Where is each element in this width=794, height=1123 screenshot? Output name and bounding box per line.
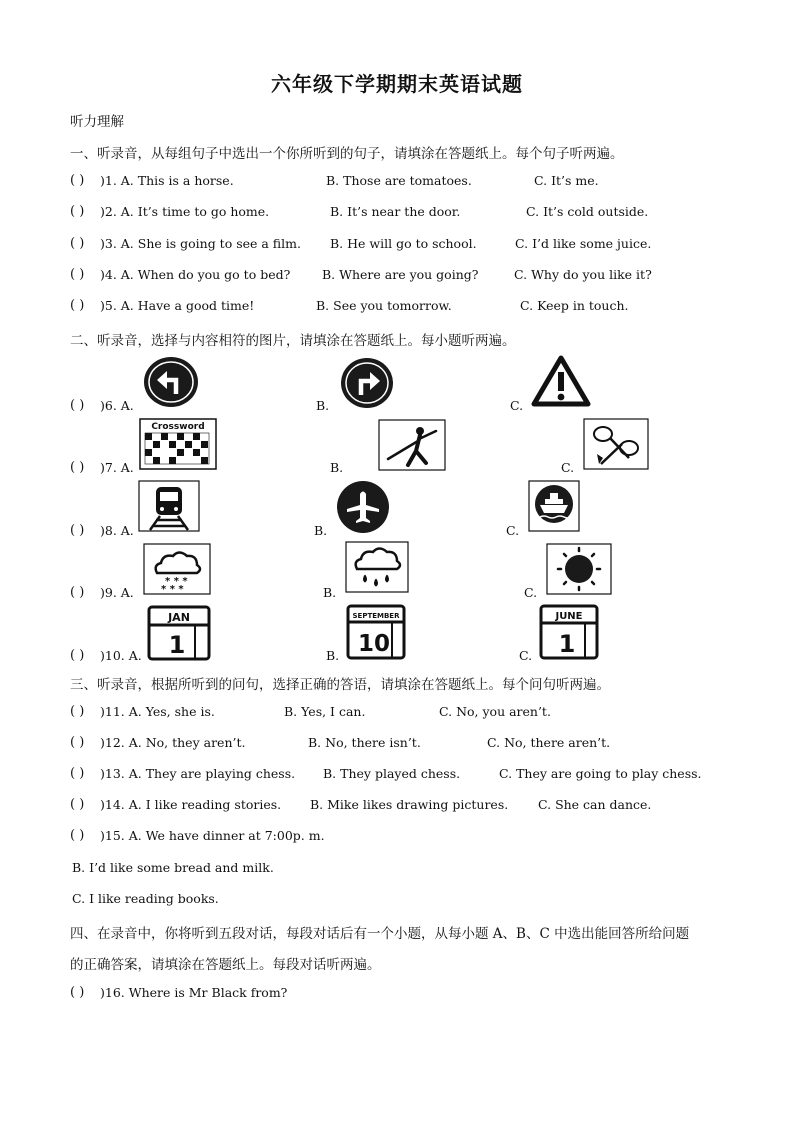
calendar-day: 1 — [168, 631, 186, 659]
answer-blank[interactable]: ( ) — [70, 797, 85, 812]
section-4-heading: 四、在录音中，你将听到五段对话，每段对话后有一个小题，从每小题 A、B、C 中选出能回答所给问题 — [70, 926, 690, 942]
answer-blank[interactable]: ( ) — [70, 460, 85, 475]
question-7: )7. A. — [100, 460, 134, 475]
option-c: C. They are going to play chess. — [499, 766, 702, 781]
answer-blank[interactable]: ( ) — [70, 766, 85, 781]
badminton-icon[interactable] — [583, 418, 649, 470]
option-c: C. It’s cold outside. — [526, 204, 649, 219]
page-title: 六年级下学期期末英语试题 — [271, 72, 523, 96]
question-10: )10. A. — [100, 648, 142, 663]
calendar-month: JUNE — [555, 611, 583, 622]
calendar-june-icon[interactable] — [539, 604, 599, 660]
svg-text:* * *: * * * — [161, 584, 184, 595]
question-12: )12. A. No, they aren’t. — [100, 735, 246, 750]
option-b: B. — [326, 648, 340, 663]
option-c: C. Keep in touch. — [520, 298, 629, 313]
answer-blank[interactable]: ( ) — [70, 398, 85, 413]
part-label: 听力理解 — [70, 114, 124, 130]
option-b: B. — [316, 398, 330, 413]
answer-blank[interactable]: ( ) — [70, 585, 85, 600]
question-13: )13. A. They are playing chess. — [100, 766, 296, 781]
turn-left-sign-icon[interactable] — [143, 356, 199, 408]
option-b: B. Mike likes drawing pictures. — [310, 797, 509, 812]
option-b: B. I’d like some bread and milk. — [72, 860, 274, 875]
ship-icon[interactable] — [528, 480, 580, 532]
option-c: C. She can dance. — [538, 797, 652, 812]
option-c: C. — [524, 585, 538, 600]
calendar-day: 1 — [558, 630, 576, 658]
calendar-month: JAN — [168, 611, 190, 624]
option-c: C. Why do you like it? — [514, 267, 652, 282]
option-c: C. It’s me. — [534, 173, 599, 188]
question-11: )11. A. Yes, she is. — [100, 704, 215, 719]
answer-blank[interactable]: ( ) — [70, 523, 85, 538]
question-2: )2. A. It’s time to go home. — [100, 204, 270, 219]
question-4: )4. A. When do you go to bed? — [100, 267, 291, 282]
answer-blank[interactable]: ( ) — [70, 236, 85, 251]
option-c: C. I’d like some juice. — [515, 236, 652, 251]
answer-blank[interactable]: ( ) — [70, 204, 85, 219]
section-3-heading: 三、听录音，根据所听到的问句，选择正确的答语，请填涂在答题纸上。每个问句听两遍。 — [70, 677, 610, 693]
option-b: B. No, there isn’t. — [308, 735, 421, 750]
svg-text:* * *: * * * — [165, 576, 188, 587]
section-2-heading: 二、听录音，选择与内容相符的图片，请填涂在答题纸上。每小题听两遍。 — [70, 333, 516, 349]
question-1: )1. A. This is a horse. — [100, 173, 234, 188]
question-14: )14. A. I like reading stories. — [100, 797, 282, 812]
question-8: )8. A. — [100, 523, 134, 538]
answer-blank[interactable]: ( ) — [70, 173, 85, 188]
option-b: B. It’s near the door. — [330, 204, 461, 219]
tai-chi-icon[interactable] — [378, 419, 446, 471]
section-1-heading: 一、听录音，从每组句子中选出一个你所听到的句子，请填涂在答题纸上。每个句子听两遍。 — [70, 146, 624, 162]
answer-blank[interactable]: ( ) — [70, 298, 85, 313]
option-b: B. Those are tomatoes. — [326, 173, 472, 188]
question-5: )5. A. Have a good time! — [100, 298, 255, 313]
option-b: B. They played chess. — [323, 766, 461, 781]
answer-blank[interactable]: ( ) — [70, 704, 85, 719]
answer-blank[interactable]: ( ) — [70, 267, 85, 282]
question-6: )6. A. — [100, 398, 134, 413]
section-4-heading-cont: 的正确答案，请填涂在答题纸上。每段对话听两遍。 — [70, 957, 381, 973]
question-3: )3. A. She is going to see a film. — [100, 236, 301, 251]
rain-icon[interactable] — [345, 541, 409, 593]
option-c: C. — [519, 648, 533, 663]
question-16: )16. Where is Mr Black from? — [100, 985, 288, 1000]
answer-blank[interactable]: ( ) — [70, 648, 85, 663]
option-c: C. I like reading books. — [72, 891, 219, 906]
answer-blank[interactable]: ( ) — [70, 985, 85, 1000]
sunny-icon[interactable] — [546, 543, 612, 595]
answer-blank[interactable]: ( ) — [70, 828, 85, 843]
airplane-icon[interactable] — [336, 480, 390, 534]
option-b: B. See you tomorrow. — [316, 298, 452, 313]
calendar-month: SEPTEMBER — [352, 612, 400, 620]
train-icon[interactable] — [138, 480, 200, 532]
option-c: C. — [506, 523, 520, 538]
calendar-day: 10 — [357, 631, 391, 657]
question-15: )15. A. We have dinner at 7:00p. m. — [100, 828, 325, 843]
option-b: B. — [323, 585, 337, 600]
option-b: B. — [330, 460, 344, 475]
option-c: C. No, you aren’t. — [439, 704, 551, 719]
option-b: B. — [314, 523, 328, 538]
warning-sign-icon[interactable] — [531, 355, 591, 407]
turn-right-sign-icon[interactable] — [340, 357, 394, 409]
option-b: B. Yes, I can. — [284, 704, 366, 719]
option-c: C. — [561, 460, 575, 475]
snow-icon[interactable] — [143, 543, 211, 595]
answer-blank[interactable]: ( ) — [70, 735, 85, 750]
option-b: B. He will go to school. — [330, 236, 477, 251]
crossword-label: Crossword — [151, 422, 205, 432]
option-b: B. Where are you going? — [322, 267, 479, 282]
option-c: C. No, there aren’t. — [487, 735, 611, 750]
question-9: )9. A. — [100, 585, 134, 600]
crossword-icon[interactable] — [139, 418, 217, 470]
calendar-jan-icon[interactable] — [147, 605, 211, 661]
option-c: C. — [510, 398, 524, 413]
calendar-sep-icon[interactable] — [346, 604, 406, 660]
